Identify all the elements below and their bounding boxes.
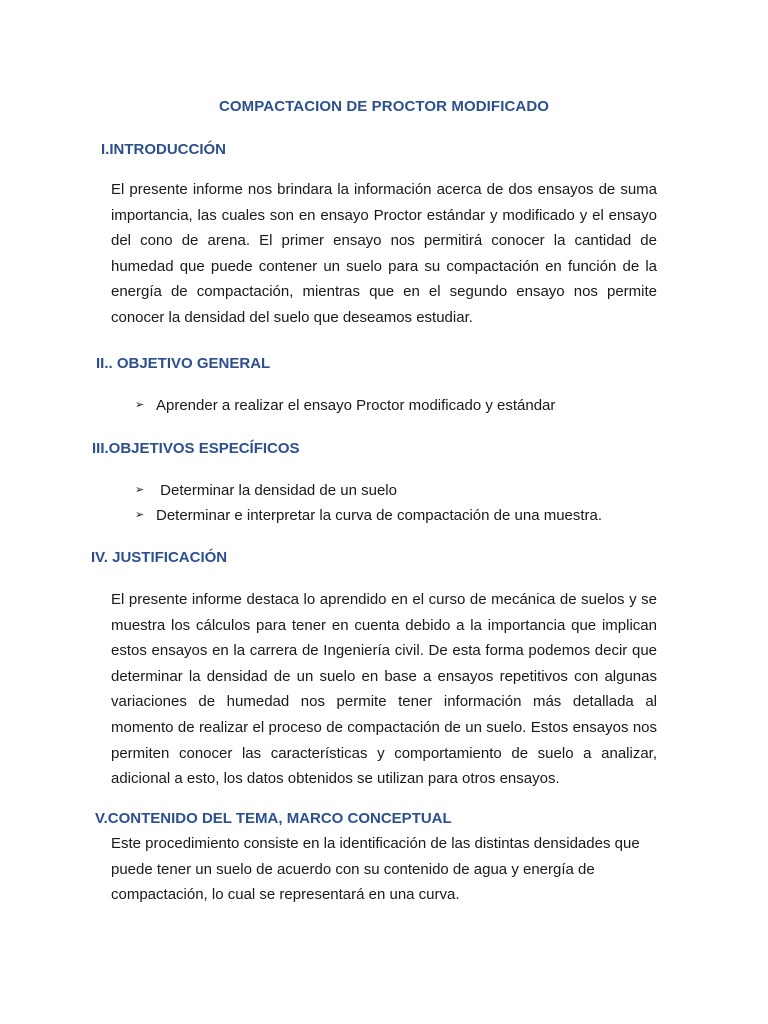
list-item xyxy=(135,397,555,414)
heading-introduccion: I.INTRODUCCIÓN xyxy=(101,141,226,158)
introduccion-paragraph: El presente informe nos brindara la información acerca de dos ensayos de suma importancia, las cuales son en ensayo Proctor estándar y modificado y el ensayo del cono de arena. El primer ensayo nos permitirá conocer la cantidad de humedad que puede contener un suelo para su compactación en función de la energía de compactación, mientras que en el segundo ensayo nos permite conocer la densidad del suelo que deseamos estudiar. xyxy=(111,181,657,326)
list-item-label: Determinar la densidad de un suelo xyxy=(156,482,397,499)
heading-justificacion: IV. JUSTIFICACIÓN xyxy=(91,549,228,566)
justificacion-paragraph: El presente informe destaca lo aprendido en el curso de mecánica de suelos y se muestra los cálculos para tener en cuenta debido a la importancia que implican estos ensayos en la carrera de Ingeniería civil. De esta forma podemos decir que determinar la densidad de un suelo en base a ensayos repetitivos con algunas variaciones de humedad nos permite tener información más detallada al momento de realizar el proceso de compactación de un suelo. Estos ensayos nos permiten conocer las características y comportamiento de suelo a analizar, adicional a esto, los datos obtenidos se utilizan para otros ensayos. xyxy=(111,591,657,788)
list-item-label: Determinar e interpretar la curva de compactación de una muestra. xyxy=(156,507,603,524)
arrow-right-icon: ➢ xyxy=(135,484,145,496)
contenido-paragraph: Este procedimiento consiste en la identificación de las distintas densidades que puede tener un suelo de acuerdo con su contenido de agua y energía de compactación, lo cual se representará en una curva. xyxy=(111,835,640,904)
arrow-right-icon: ➢ xyxy=(135,509,145,521)
list-item xyxy=(135,507,602,524)
list-item xyxy=(135,482,397,499)
document-title: COMPACTACION DE PROCTOR MODIFICADO xyxy=(218,98,550,115)
heading-contenido-del-tema: V.CONTENIDO DEL TEMA, MARCO CONCEPTUAL xyxy=(95,810,452,827)
heading-objetivos-especificos: III.OBJETIVOS ESPECÍFICOS xyxy=(92,440,300,457)
heading-objetivo-general: II.. OBJETIVO GENERAL xyxy=(96,355,271,372)
list-item-label: Aprender a realizar el ensayo Proctor modificado y estándar xyxy=(156,397,556,414)
arrow-right-icon: ➢ xyxy=(135,399,145,411)
